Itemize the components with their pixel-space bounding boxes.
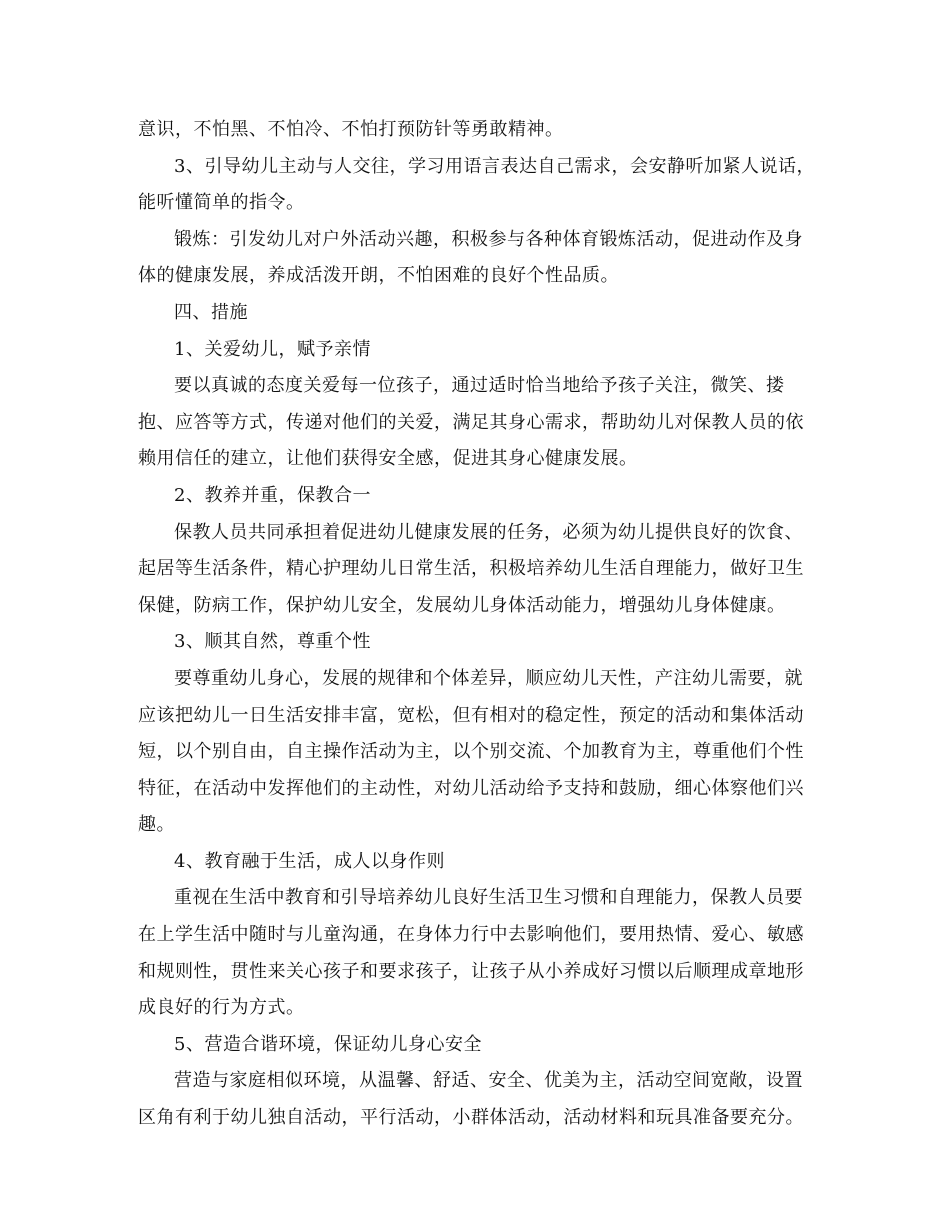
paragraph-item-3: 3、引导幼儿主动与人交往，学习用语言表达自己需求，会安静听加紧人说话，能听懂简单的指令。 <box>138 155 815 214</box>
subheading-2: 2、教养并重，保教合一 <box>174 484 371 506</box>
paragraph-continuation: 意识，不怕黑、不怕冷、不怕打预防针等勇敢精神。 <box>138 119 564 140</box>
paragraph-4: 重视在生活中教育和引导培养幼儿良好生活卫生习惯和自理能力，保教人员要在上学生活中随时与儿童沟通，在身体力行中去影响他们，要用热情、爱心、敏感和规则性，贯性来关心孩子和要求孩子，让孩子从小养成好习惯以后顺理成章地形成良好的行为方式。 <box>138 887 804 1019</box>
subheading-1: 1、关爱幼儿，赋予亲情 <box>174 338 371 360</box>
subheading-5: 5、营造合谐环境，保证幼儿身心安全 <box>174 1033 482 1055</box>
subheading-3: 3、顺其自然，尊重个性 <box>174 631 371 653</box>
paragraph-2: 保教人员共同承担着促进幼儿健康发展的任务，必须为幼儿提供良好的饮食、起居等生活条件，精心护理幼儿日常生活，积极培养幼儿生活自理能力，做好卫生保健，防病工作，保护幼儿安全，发展幼儿身体活动能力，增强幼儿身体健康。 <box>138 521 804 616</box>
document-body <box>138 112 818 1137</box>
paragraph-exercise: 锻炼：引发幼儿对户外活动兴趣，积极参与各种体育锻炼活动，促进动作及身体的健康发展，养成活泼开朗，不怕困难的良好个性品质。 <box>138 228 803 287</box>
section-heading-measures: 四、措施 <box>174 301 248 323</box>
paragraph-1: 要以真诚的态度关爱每一位孩子，通过适时恰当地给予孩子关注，微笑、搂抱、应答等方式，传递对他们的关爱，满足其身心需求，帮助幼儿对保教人员的依赖用信任的建立，让他们获得安全感，促进其身心健康发展。 <box>138 375 804 470</box>
paragraph-3: 要尊重幼儿身心，发展的规律和个体差异，顺应幼儿天性，产注幼儿需要，就应该把幼儿一日生活安排丰富，宽松，但有相对的稳定性，预定的活动和集体活动短，以个别自由，自主操作活动为主，以个别交流、个加教育为主，尊重他们个性特征，在活动中发挥他们的主动性，对幼儿活动给予支持和鼓励，细心体察他们兴趣。 <box>138 667 804 836</box>
subheading-4: 4、教育融于生活，成人以身作则 <box>174 850 445 872</box>
paragraph-5: 营造与家庭相似环境，从温馨、舒适、安全、优美为主，活动空间宽敞，设置区角有利于幼儿独自活动，平行活动，小群体活动，活动材料和玩具准备要充分。 <box>138 1070 804 1129</box>
